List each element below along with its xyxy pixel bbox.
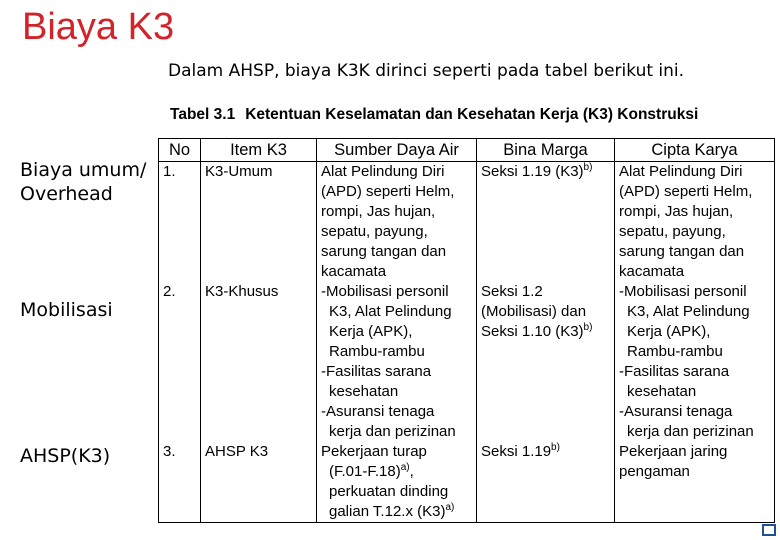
cell-line: -Asuransi tenaga bbox=[619, 403, 733, 420]
cell-item: K3-Umum bbox=[201, 162, 317, 283]
intro-text: Dalam AHSP, biaya K3K dirinci seperti pada tabel berikut ini. bbox=[168, 61, 685, 81]
table-row bbox=[159, 162, 775, 283]
footnote-mark: b) bbox=[583, 322, 593, 333]
footnote-mark: b) bbox=[551, 442, 560, 453]
cell-line: pengaman bbox=[619, 463, 690, 480]
cell-line: -Fasilitas sarana bbox=[321, 363, 432, 380]
cell-line: kerja dan perizinan bbox=[329, 423, 456, 440]
footnote-mark: a) bbox=[400, 462, 410, 473]
cell-line: sepatu, payung, bbox=[619, 223, 726, 240]
cell-line: -Asuransi tenaga bbox=[321, 403, 435, 420]
cell-line: rompi, Jas hujan, bbox=[619, 203, 734, 220]
cell-line bbox=[321, 502, 472, 522]
cell-text: galian T.12.x (K3) bbox=[329, 503, 446, 520]
cell-no: 2. bbox=[159, 282, 201, 442]
cell-line: Seksi 1.19 (K3) bbox=[481, 163, 584, 180]
side-label-mobilisasi: Mobilisasi bbox=[20, 299, 113, 321]
cell-sda bbox=[317, 162, 477, 283]
cell-bm bbox=[477, 282, 615, 442]
caption-number: Tabel 3.1 bbox=[170, 106, 236, 123]
cell-item: AHSP K3 bbox=[201, 442, 317, 523]
cell-line: Pekerjaan jaring bbox=[619, 443, 728, 460]
cell-line: kerja dan perizinan bbox=[627, 423, 754, 440]
cell-line: sarung tangan dan bbox=[321, 243, 447, 260]
cell-sda bbox=[317, 282, 477, 442]
header-item: Item K3 bbox=[201, 139, 317, 162]
slide-title: Biaya K3 bbox=[22, 6, 175, 48]
cell-line: kesehatan bbox=[627, 383, 697, 400]
footnote-mark: a) bbox=[445, 502, 455, 513]
cell-sda bbox=[317, 442, 477, 523]
footnote-mark: b) bbox=[583, 162, 593, 173]
cell-line: (Mobilisasi) dan bbox=[481, 303, 587, 320]
cell-line: Pekerjaan turap bbox=[321, 443, 427, 460]
cell-line: Kerja (APK), bbox=[627, 323, 711, 340]
cell-line: kacamata bbox=[619, 263, 685, 280]
cell-line: -Mobilisasi personil bbox=[619, 283, 747, 300]
cell-item: K3-Khusus bbox=[201, 282, 317, 442]
cell-line: sepatu, payung, bbox=[321, 223, 428, 240]
cell-line: sarung tangan dan bbox=[619, 243, 745, 260]
side-label-ahsp: AHSP(K3) bbox=[20, 445, 111, 467]
cell-line: perkuatan dinding bbox=[329, 483, 449, 500]
cell-line: Rambu-rambu bbox=[329, 343, 425, 360]
table-row bbox=[159, 442, 775, 523]
cell-no: 3. bbox=[159, 442, 201, 523]
header-no: No bbox=[159, 139, 201, 162]
cell-ck bbox=[615, 442, 775, 523]
cell-line: Alat Pelindung Diri bbox=[619, 163, 743, 180]
cell-line bbox=[321, 462, 472, 482]
cell-ck bbox=[615, 282, 775, 442]
cell-ck bbox=[615, 162, 775, 283]
table-row bbox=[159, 282, 775, 442]
cell-line: Seksi 1.2 bbox=[481, 283, 543, 300]
cell-line: Kerja (APK), bbox=[329, 323, 413, 340]
side-label-overhead bbox=[20, 158, 146, 206]
cell-line: K3, Alat Pelindung bbox=[329, 303, 452, 320]
cell-line: -Fasilitas sarana bbox=[619, 363, 730, 380]
cell-line: K3, Alat Pelindung bbox=[627, 303, 750, 320]
side-label-overhead-line: Biaya umum/ Overhead bbox=[20, 159, 147, 205]
cell-line: Rambu-rambu bbox=[627, 343, 723, 360]
header-sda: Sumber Daya Air bbox=[317, 139, 477, 162]
cell-line: -Mobilisasi personil bbox=[321, 283, 449, 300]
table-caption bbox=[170, 106, 698, 124]
cell-line: Seksi 1.10 (K3) bbox=[481, 323, 584, 340]
k3-table bbox=[158, 138, 775, 523]
cell-line: Seksi 1.19 bbox=[481, 443, 552, 460]
cell-line: (APD) seperti Helm, bbox=[321, 183, 455, 200]
header-ck: Cipta Karya bbox=[615, 139, 775, 162]
cell-line: Alat Pelindung Diri bbox=[321, 163, 445, 180]
cell-line: (APD) seperti Helm, bbox=[619, 183, 753, 200]
header-bm: Bina Marga bbox=[477, 139, 615, 162]
cell-line: rompi, Jas hujan, bbox=[321, 203, 436, 220]
cell-text: (F.01-F.18) bbox=[329, 463, 401, 480]
cell-text: , bbox=[409, 463, 414, 480]
cell-no: 1. bbox=[159, 162, 201, 283]
table-header-row bbox=[159, 139, 775, 162]
square-outline-icon bbox=[762, 524, 776, 536]
cell-bm bbox=[477, 162, 615, 283]
cell-line: kacamata bbox=[321, 263, 387, 280]
caption-title: Ketentuan Keselamatan dan Kesehatan Kerja (K3) Konstruksi bbox=[245, 106, 699, 123]
cell-bm bbox=[477, 442, 615, 523]
cell-line: kesehatan bbox=[329, 383, 399, 400]
